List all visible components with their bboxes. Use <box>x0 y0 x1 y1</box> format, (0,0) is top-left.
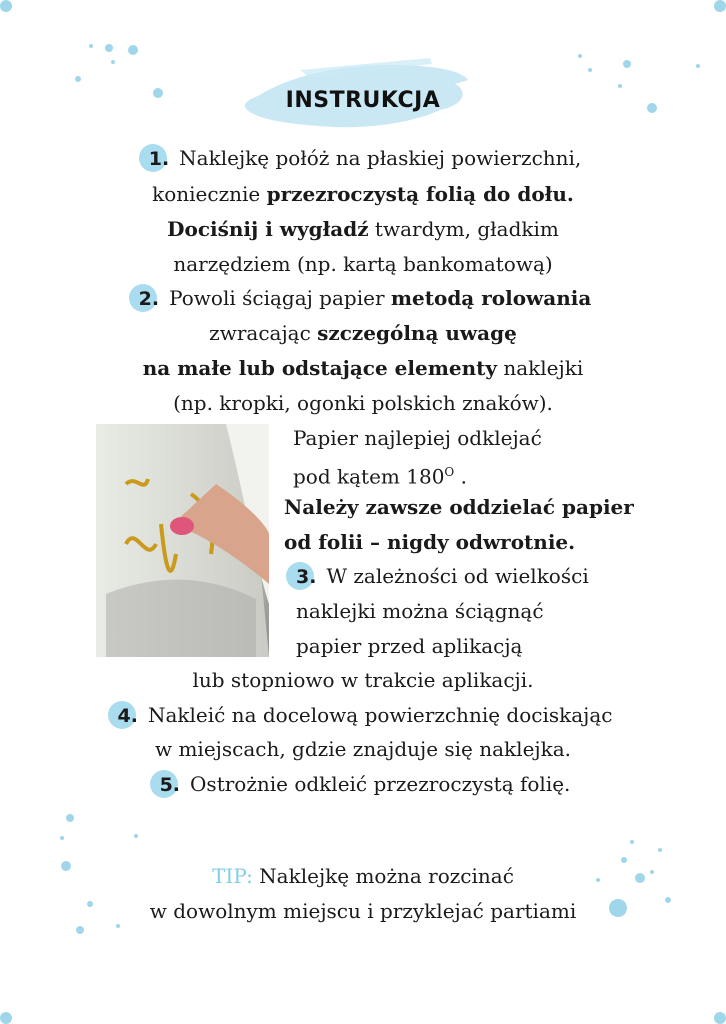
step-1-line-2: koniecznie przezroczystą folią do dołu. <box>152 182 574 206</box>
step-2-line-4: (np. kropki, ogonki polskich znaków). <box>173 391 553 415</box>
step-4-line-2: w miejscach, gdzie znajduje się naklejka. <box>154 737 572 761</box>
step-2-line-7: Należy zawsze oddzielać papier <box>284 495 634 519</box>
tip-line-1: TIP: Naklejkę można rozcinać <box>212 864 514 888</box>
sticker-peeling-photo <box>96 424 269 657</box>
step-number-badge: 4. <box>114 704 142 728</box>
step-2-line-2: zwracając szczególną uwagę <box>209 321 517 345</box>
step-3-line-4: lub stopniowo w trakcie aplikacji. <box>192 668 534 692</box>
tip-label: TIP: <box>212 864 253 888</box>
step-2-line-8: od folii – nigdy odwrotnie. <box>284 530 576 554</box>
tip-line-2: w dowolnym miejscu i przyklejać partiami <box>149 899 577 923</box>
step-number-badge: 5. <box>156 773 184 797</box>
step-number-badge: 1. <box>145 147 173 171</box>
step-2-line-5: Papier najlepiej odklejać <box>293 426 542 450</box>
step-2-line-6: pod kątem $180^O$ . <box>293 464 467 489</box>
step-1-line-4: narzędziem (np. kartą bankomatową) <box>173 252 553 276</box>
step-3-line-2: naklejki można ściągnąć <box>296 599 544 623</box>
step-number-badge: 3. <box>292 565 320 589</box>
page-title: INSTRUKCJA <box>285 88 441 113</box>
step-4-line-1: 4. Nakleić na docelową powierzchnię dociskając <box>0 703 726 728</box>
step-1-line-1: 1. Naklejkę połóż na płaskiej powierzchni, <box>0 146 726 171</box>
step-2-line-1: 2. Powoli ściągaj papier metodą rolowania <box>0 286 726 311</box>
step-2-line-3: na małe lub odstające elementy naklejki <box>142 356 584 380</box>
step-number-badge: 2. <box>135 287 163 311</box>
step-5-line-1: 5. Ostrożnie odkleić przezroczystą folię. <box>0 772 726 797</box>
step-3-line-1: 3. W zależności od wielkości <box>292 564 589 589</box>
step-1-line-3: Dociśnij i wygładź twardym, gładkim <box>167 217 559 241</box>
step-3-line-3: papier przed aplikacją <box>296 634 523 658</box>
